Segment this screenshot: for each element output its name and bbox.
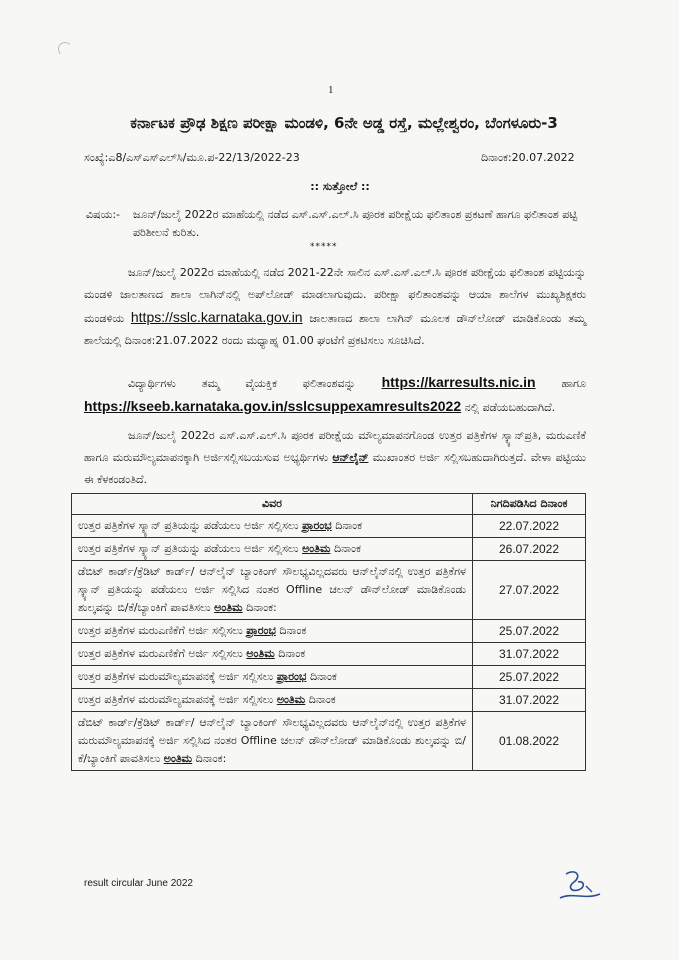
para1-text-a: ಜೂನ್/ಜುಲೈ 2022ರ ಮಾಹೆಯಲ್ಲಿ ನಡೆದ 2021-22ನೇ ಸಾಲಿನ ಎಸ್.ಎಸ್.ಎಲ್.ಸಿ ಪೂರಕ ಪರೀಕ್ಷೆಯ ಫಲಿತಾಂಶ ಪಟ್ಟಿಯನ್ನು ಮಂಡಳಿ ಜಾಲತಾಣದ ಶಾಲಾ ಲಾಗಿನ್‌ನಲ್ಲಿ ಅಪ್‌ಲೋಡ್ ಮಾಡಲಾಗುವುದು. ಪರೀಕ್ಷಾ ಫಲಿತಾಂಶವನ್ನು ಆಯಾ ಶಾಲೆಗಳ ಮುಖ್ಯಶಿಕ್ಷಕರು ಮಂಡಳಿಯ [84, 266, 586, 325]
subject-label: ವಿಷಯ:- [86, 208, 121, 221]
row-description: ಉತ್ತರ ಪತ್ರಿಕೆಗಳ ಸ್ಕ್ಯಾನ್ ಪ್ರತಿಯನ್ನು ಪಡೆಯಲು ಅರ್ಜಿ ಸಲ್ಲಿಸಲು ಅಂತಿಮ ದಿನಾಂಕ [72, 538, 473, 561]
table-header-row [72, 494, 586, 515]
paragraph-student-results [84, 371, 586, 419]
row-description: ಉತ್ತರ ಪತ್ರಿಕೆಗಳ ಮರುಮೌಲ್ಯಮಾಪನಕ್ಕೆ ಅರ್ಜಿ ಸಲ್ಲಿಸಲು ಅಂತಿಮ ದಿನಾಂಕ [72, 689, 473, 712]
row-date: 25.07.2022 [473, 620, 586, 643]
column-header-date: ನಿಗದಿಪಡಿಸಿದ ದಿನಾಂಕ [473, 494, 586, 515]
para3-text-a: ಜೂನ್/ಜುಲೈ 2022ರ ಎಸ್.ಎಸ್.ಎಲ್.ಸಿ ಪೂರಕ ಪರೀಕ್ಷೆಯ ಮೌಲ್ಯಮಾಪನಗೊಂಡ ಉತ್ತರ ಪತ್ರಿಕೆಗಳ ಸ್ಕ್ಯಾನ್‌ಪ್ರತಿ, ಮರುಎಣಿಕೆ ಹಾಗೂ ಮರುಮೌಲ್ಯಮಾಪನಕ್ಕಾಗಿ ಅರ್ಜಿಸಲ್ಲಿಸಬಯಸುವ ಅಭ್ಯರ್ಥಿಗಳು [84, 429, 586, 464]
para2-text-c: ನಲ್ಲಿ ಪಡೆಯಬಹುದಾಗಿದೆ. [464, 401, 556, 414]
separator-stars: ***** [310, 242, 338, 252]
table-row [72, 712, 586, 771]
row-date: 26.07.2022 [473, 538, 586, 561]
row-date: 31.07.2022 [473, 643, 586, 666]
karresults-link[interactable]: https://karresults.nic.in [381, 374, 536, 390]
table-row [72, 689, 586, 712]
table-row [72, 561, 586, 620]
reference-number: ಸಂಖ್ಯೆ:ಎ8/ಎಸ್‌ಎಸ್‌ಎಲ್‌ಸಿ/ಮೂ.ಪ-22/13/2022-23 [84, 151, 300, 164]
subject-text: ಜೂನ್/ಜುಲೈ 2022ರ ಮಾಹೆಯಲ್ಲಿ ನಡೆದ ಎಸ್.ಎಸ್.ಎಲ್.ಸಿ ಪೂರಕ ಪರೀಕ್ಷೆಯ ಫಲಿತಾಂಶ ಪ್ರಕಟಣೆ ಹಾಗೂ ಫಲಿತಾಂಶ ಪಟ್ಟಿ ಪರಿಶೀಲನೆ ಕುರಿತು. [133, 208, 578, 239]
page-number: 1 [328, 84, 334, 96]
row-description: ಡೆಬಿಟ್ ಕಾರ್ಡ್/ಕ್ರೆಡಿಟ್ ಕಾರ್ಡ್/ ಆನ್‌ಲೈನ್ ಬ್ಯಾಂಕಿಂಗ್ ಸೌಲಭ್ಯವಿಲ್ಲದವರು ಆನ್‌ಲೈನ್‌ನಲ್ಲಿ ಉತ್ತರ ಪತ್ರಿಕೆಗಳ ಸ್ಕ್ಯಾನ್ ಪ್ರತಿಯನ್ನು ಪಡೆಯಲು ಅರ್ಜಿ ಸಲ್ಲಿಸಿದ ನಂತರ Offline ಚಲನ್ ಡೌನ್‌ಲೋಡ್ ಮಾಡಿಕೊಂಡು ಶುಲ್ಕವನ್ನು ಬಿ/ಕೆ/ಬ್ಯಾಂಕಿಗೆ ಪಾವತಿಸಲು ಅಂತಿಮ ದಿನಾಂಕ: [72, 561, 473, 620]
sslc-portal-link[interactable]: https://sslc.karnataka.gov.in [130, 309, 303, 325]
row-date: 01.08.2022 [473, 712, 586, 771]
row-date: 22.07.2022 [473, 515, 586, 538]
column-header-description: ವಿವರ [72, 494, 473, 515]
signature-mark [556, 866, 602, 906]
circular-date: ದಿನಾಂಕ:20.07.2022 [481, 151, 575, 164]
circular-title: :: ಸುತ್ತೋಲೆ :: [310, 180, 370, 193]
para1-text-b: ಜಾಲತಾಣದ ಶಾಲಾ ಲಾಗಿನ್ ಮೂಲಕ ಡೌನ್‌ಲೋಡ್ ಮಾಡಿಕೊಂಡು ತಮ್ಮ ಶಾಲೆಯಲ್ಲಿ ದಿನಾಂಕ:21.07.2022 ರಂದು ಮಧ್ಯಾಹ್ನ 01.00 ಘಂಟೆಗೆ ಪ್ರಕಟಿಸಲು ಸೂಚಿಸಿದೆ. [84, 312, 586, 347]
table-row [72, 620, 586, 643]
table-row [72, 515, 586, 538]
schedule-table [71, 493, 586, 771]
kseeb-results-link[interactable]: https://kseeb.karnataka.gov.in/sslcsuppexamresults2022 [84, 398, 462, 414]
row-description: ಉತ್ತರ ಪತ್ರಿಕೆಗಳ ಮರುಎಣಿಕೆಗೆ ಅರ್ಜಿ ಸಲ್ಲಿಸಲು ಪ್ರಾರಂಭ ದಿನಾಂಕ [72, 620, 473, 643]
row-description: ಉತ್ತರ ಪತ್ರಿಕೆಗಳ ಮರುಎಣಿಕೆಗೆ ಅರ್ಜಿ ಸಲ್ಲಿಸಲು ಅಂತಿಮ ದಿನಾಂಕ [72, 643, 473, 666]
paragraph-revaluation [84, 425, 586, 491]
para2-text-b: ಹಾಗೂ [561, 377, 587, 390]
row-description: ಡೆಬಿಟ್ ಕಾರ್ಡ್/ಕ್ರೆಡಿಟ್ ಕಾರ್ಡ್/ ಆನ್‌ಲೈನ್ ಬ್ಯಾಂಕಿಂಗ್ ಸೌಲಭ್ಯವಿಲ್ಲದವರು ಆನ್‌ಲೈನ್‌ನಲ್ಲಿ ಉತ್ತರ ಪತ್ರಿಕೆಗಳ ಮರುಮೌಲ್ಯಮಾಪನಕ್ಕೆ ಅರ್ಜಿ ಸಲ್ಲಿಸಿದ ನಂತರ Offline ಚಲನ್ ಡೌನ್‌ಲೋಡ್ ಮಾಡಿಕೊಂಡು ಶುಲ್ಕವನ್ನು ಬಿ/ಕೆ/ಬ್ಯಾಂಕಿಗೆ ಪಾವತಿಸಲು ಅಂತಿಮ ದಿನಾಂಕ: [72, 712, 473, 771]
row-date: 27.07.2022 [473, 561, 586, 620]
table-row [72, 538, 586, 561]
para3-text-b: ಮುಖಾಂತರ ಅರ್ಜಿ ಸಲ್ಲಿಸಬಹುದಾಗಿರುತ್ತದೆ. ವೇಳಾ ಪಟ್ಟಿಯು ಈ ಕೆಳಕಂಡಂತಿದೆ. [84, 451, 586, 486]
row-description: ಉತ್ತರ ಪತ್ರಿಕೆಗಳ ಮರುಮೌಲ್ಯಮಾಪನಕ್ಕೆ ಅರ್ಜಿ ಸಲ್ಲಿಸಲು ಪ್ರಾರಂಭ ದಿನಾಂಕ [72, 666, 473, 689]
table-row [72, 643, 586, 666]
footer-filename: result circular June 2022 [84, 878, 193, 889]
row-date: 31.07.2022 [473, 689, 586, 712]
table-row [72, 666, 586, 689]
row-description: ಉತ್ತರ ಪತ್ರಿಕೆಗಳ ಸ್ಕ್ಯಾನ್ ಪ್ರತಿಯನ್ನು ಪಡೆಯಲು ಅರ್ಜಿ ಸಲ್ಲಿಸಲು ಪ್ರಾರಂಭ ದಿನಾಂಕ [72, 515, 473, 538]
online-emphasis: ಆನ್‌ಲೈನ್ [332, 451, 369, 464]
para2-text-a: ವಿದ್ಯಾರ್ಥಿಗಳು ತಮ್ಮ ವೈಯಕ್ತಿಕ ಫಲಿತಾಂಶವನ್ನು [128, 377, 356, 390]
paragraph-result-upload [84, 262, 586, 352]
subject-block [86, 206, 583, 242]
punch-hole-mark [58, 42, 72, 56]
row-date: 25.07.2022 [473, 666, 586, 689]
board-header: ಕರ್ನಾಟಕ ಪ್ರೌಢ ಶಿಕ್ಷಣ ಪರೀಕ್ಷಾ ಮಂಡಳಿ, 6ನೇ ಅಡ್ಡ ರಸ್ತೆ, ಮಲ್ಲೇಶ್ವರಂ, ಬೆಂಗಳೂರು-3 [130, 114, 558, 132]
